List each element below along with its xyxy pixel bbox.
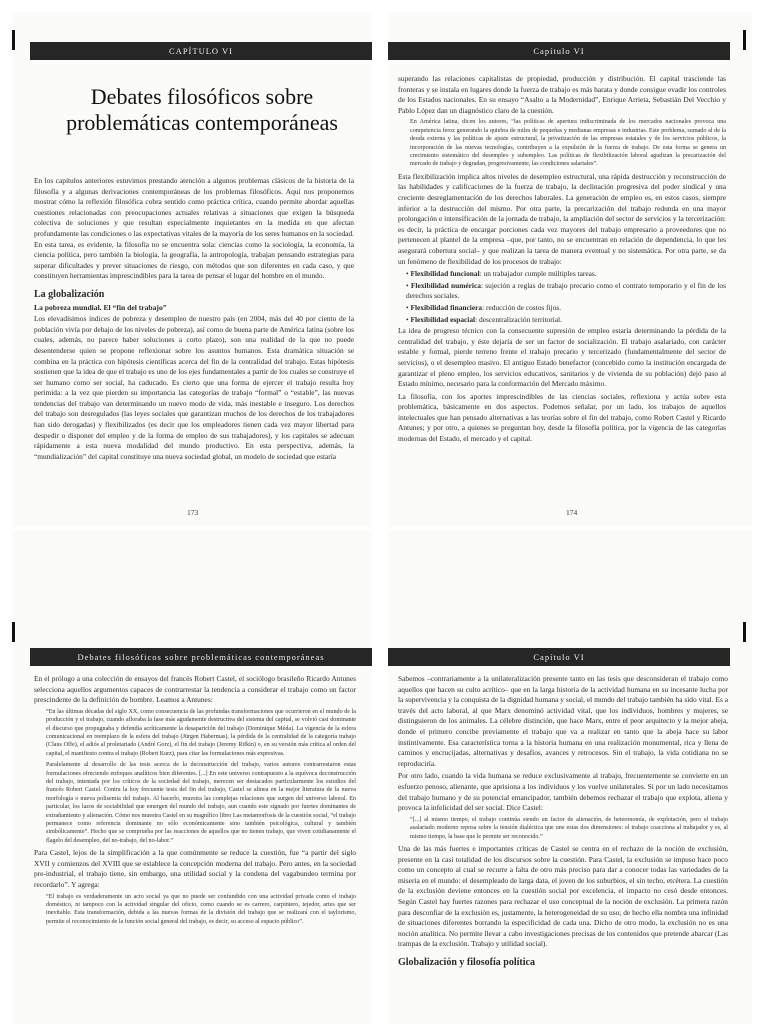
body-text — [398, 674, 728, 970]
crop-mark — [12, 622, 15, 642]
running-header: CAPÍTULO VI — [30, 42, 372, 60]
crop-mark — [12, 30, 15, 50]
bullet-text: : un trabajador cumple múltiples tareas. — [479, 269, 597, 279]
body-paragraph: Sabemos –contrariamente a la unilateralización presente tanto en las tesis que desconsideran el trabajo como aquellos que hacen su culto acrítico– que en la larga historia de la actividad humana en su incesante lucha por la supervivencia y la conquista de la dignidad humana y social, el mundo del trabajo también ha sido vital. Es a través del acto laboral, al que Marx denominó actividad vital, que los individuos, hombres y mujeres, se distinguieron de los animales. La célebre distinción, que hace Marx, entre el peor arquitecto y la mejor abeja, donde el primero concibe previamente el trabajo que va a realizar en tanto que la abeja hace su labor instintivamente. Esa característica torna a la historia humana en una realización monumental, rica y llena de caminos y encrucijadas, alternativas y desafíos, avances y retrocesos. Sin el trabajo, la vida cotidiana no se reproduciría. — [398, 674, 728, 768]
block-quote: En América latina, dicen los autores, “las políticas de apertura indiscriminada de los mercados nacionales provoca una competencia feroz generando la quiebra de miles de pequeñas y medianas empresas e industrias. Este problema, sumado al de la deuda externa y las políticas de ajuste estructural, la privatización de las empresas estatales y de los servicios públicos, la incorporación de las nuevas tecnologías, contribuyen a la expulsión de la fuerza de trabajo. De esta forma se genera un crecimiento sistemático del desempleo y subempleo. Las políticas de flexibilización laboral agudizan la precarización del mercado de trabajo y degradan, progresivamente, las condiciones salariales”. — [410, 119, 726, 168]
page-176 — [388, 530, 752, 1024]
chapter-title — [52, 84, 352, 136]
bullet-text: : reducción de costos fijos. — [482, 302, 562, 312]
chapter-title-line2: problemáticas contemporáneas — [66, 110, 338, 135]
bullet-text: : descentralización territorial. — [475, 314, 562, 324]
block-quote: Paralelamente al desarrollo de las tesis acerca de la deconstrucción del trabajo, varios autores contrarrestaron estas formulaciones ofreciendo enfoques analíticos bien diferentes. [...] En este universo contrapuesto a la equívoca deconstrucción del trabajo, intentada por los críticos de la sociedad del trabajo, merecen ser destacados particularmente los estudios del francés Robert Castel. Contra la hoy frecuente tesis del fin del trabajo, Castel se alinea en la mejor literatura de la nueva morfología o nueva polisemia del trabajo. Al hacerlo, muestra las complejas relaciones que surgen del universo laboral. En particular, los lazos de sociabilidad que emergen del mundo del trabajo, aun cuando este signado por fuertes dominantes de extrañamiento y alienación. Cómo nos muestra Castel en su magnífico libro Las metamorfosis de la cuestión social, “el trabajo permanece como referencia dominante no sólo económicamente sino también psicológica, cultural y también simbólicamente”. Hecho que se comprueba por las reacciones de aquellos que no tienen trabajo, que viven cotidianamente el flagelo del desempleo, del no-trabajo, del no-labor.” — [46, 762, 356, 844]
body-paragraph: Por otro lado, cuando la vida humana se reduce exclusivamente al trabajo, frecuentemente se convierte en un esfuerzo penoso, alienante, que aprisiona a los individuos y los vuelve unilaterales. Si por un lado necesitamos del trabajo humano y de su potencial emancipador, también debemos rechazar el trabajo que explota, aliena y provoca la infelicidad del ser social. Dice Castel: — [398, 771, 728, 813]
bullet-item: • Flexibilidad espacial: descentralización territorial. — [406, 314, 562, 324]
page-174 — [388, 12, 752, 527]
section-heading: Globalización y filosofía política — [398, 956, 535, 968]
bullet-term: Flexibilidad numérica — [410, 280, 481, 290]
running-header: Capítulo VI — [388, 648, 730, 666]
running-header: Debates filosóficos sobre problemáticas contemporáneas — [30, 648, 372, 666]
body-paragraph: Los elevadísimos índices de pobreza y desempleo de nuestro país (en 2004, más del 40 por ciento de la población vivía por debajo de los niveles de pobreza), así como de buena parte de América latina (sobre los cuales, además, no parece haber soluciones a corto plazo), son una realidad de la que no puede desentenderse quien se propone reflexionar sobre los asuntos humanos. Esta dramática situación se combina en la práctica con hipótesis científicas acerca del fin de la centralidad del trabajo. Estas hipótesis sostienen que la idea de que el trabajo es uno de los ejes fundamentales a partir de los cuales se construye el ser humano como ser social, ha caducado. Es cierto que una forma de ejercer el trabajo resulta hoy perimida: a la vez que pierden su importancia las categorías de trabajo “formal” o “estable”, las nuevas tendencias del trabajo van determinando un nuevo modo de vida, más inestable e inseguro. Los derechos del trabajo son desregulados (las leyes sociales que garantizan muchos de los derechos de los trabajadores han sido derogadas) y flexibilizados (es decir que los empleadores tienen cada vez mayor libertad para despedir o disponer del empleo y de la forma de empleo de sus trabajadores), y los capitales se adecuan rápidamente a esta nueva modalidad del mundo productivo. En esta perspectiva, además, la “mundialización” del capital constituye una nueva sociedad global, un modelo de sociedad que estaría — [34, 314, 354, 461]
body-text — [34, 176, 354, 464]
body-paragraph: Para Castel, lejos de la simplificación a la que comúnmente se reduce la cuestión, fue “a partir del siglo XVII y comienzos del XVIII que se establece la concepción moderna del trabajo. Pero antes, en la sociedad pre-industrial, el trabajo tiene, sin embargo, una utilidad social y la condena del vagabundeo termina por recordarlo”. Y agrega: — [34, 848, 356, 890]
block-quote: “El trabajo es verdaderamente un acto social ya que no puede ser confundido con una actividad privada como el trabajo doméstico, ni tampoco con la actividad singular del oficio, como cuando se es carrero, carpintero, tejedor, artes que ser inevitable. Esta transformación, debida a las nuevas formas de la división del trabajo que se realizará con el taylorismo, permite el reconocimiento de la función social general del trabajo, es decir, su acceso al espacio público”. — [46, 893, 356, 925]
page-173 — [12, 12, 372, 527]
crop-mark — [743, 622, 746, 642]
bullet-item: • Flexibilidad funcional: un trabajador cumple múltiples tareas. — [406, 269, 597, 279]
page-number: 174 — [566, 508, 578, 517]
chapter-title-line1: Debates filosóficos sobre — [90, 84, 314, 109]
body-paragraph: Una de las más fuertes e importantes críticas de Castel se centra en el rechazo de la noción de exclusión, presente en la casi totalidad de los discursos sobre la cuestión. Para Castel, la exclusión se impuso hace poco como un concepto al cual se recurre a falta de otro más preciso para dar a conocer todas las variedades de la miseria en el mundo: el desempleado de larga data, el joven de los suburbios, el sin techo, etcétera. La cuestión de la exclusión deviene entonces en la cuestión social por excelencia, el impacto no cesó desde entonces. Según Castel hay fuertes razones para rechazar el uso conceptual de la noción de exclusión. La primera razón para desconfiar de la exclusión es, justamente, la heterogeneidad de su uso; de hecho ella nombra una infinidad de situaciones diferentes borrando la especificidad de cada una. Dicho de otro modo, la exclusión no es una noción analítica. No permite llevar a cabo investigaciones precisas de los contenidos que pretende abarcar (Las trampas de la exclusión. Trabajo y utilidad social). — [398, 843, 728, 949]
bullet-term: Flexibilidad funcional — [410, 269, 480, 279]
body-paragraph: Esta flexibilización implica altos niveles de desempleo estructural, una rápida destrucción y reconstrucción de las habilidades y calificaciones de la fuerza de trabajo, la declinación progresiva del poder sindical y una creciente desreglamentación de los derechos laborales. La generación de empleo es, en estos casos, siempre inferior a la destrucción del mismo. Por otra parte, la precarización del trabajo redunda en una mayor prolongación e intensificación de la jornada de trabajo, la ampliación del sector de servicios y la tercerización: es decir, la práctica de encargar porciones cada vez mayores del trabajo empresario a proveedores que no pertenecen al plantel de la empresa –que, por tanto, no se encuentran en relación de dependencia, lo que les asegurará cobertura social– y que realizan la tarea de manera eventual y no sistemática. Por otra parte, se da un fenómeno de flexibilidad de los procesos de trabajo: — [398, 171, 726, 266]
crop-mark — [743, 30, 746, 50]
body-paragraph: La idea de progreso técnico con la consecuente supresión de empleo estaría determinando la pérdida de la centralidad del trabajo, y éste dejaría de ser un factor de socialización. El trabajo asalariado, con carácter estable y formal, pierde terreno frente el trabajo precario y tercerizado (fundamentalmente del sector de servicios), o el desempleo masivo. El antiguo Estado benefactor (concebido como la institución encargada de garantizar el pleno empleo, los servicios educativos, sanitarios y de vivienda de su población) dejó paso al Estado mínimo, necesario para la conformación del Mercado máximo. — [398, 326, 726, 389]
subsection-heading: La pobreza mundial. El “fin del trabajo” — [34, 302, 167, 312]
running-header: Capítulo VI — [388, 42, 730, 60]
body-paragraph: superando las relaciones capitalistas de propiedad, producción y distribución. El capital trasciende las fronteras y se instala en lugares donde la fuerza de trabajo es más barata y donde consigue evadir los controles de los Estados nacionales. En su ensayo “Asalto a la Modernidad”, Enrique Arrieta, Sebastián Del Vecchio y Pablo López dan un diagnóstico claro de la cuestión. — [398, 74, 726, 115]
body-text — [34, 674, 356, 929]
body-paragraph: En el prólogo a una colección de ensayos del francés Robert Castel, el sociólogo brasileño Ricardo Antunes selecciona aquellos argumentos capaces de contrarrestar la tendencia a considerar el trabajo como un factor prescindente de la definición de hombre. Leamos a Antunes: — [34, 674, 356, 705]
body-paragraph: La filosofía, con los aportes imprescindibles de las ciencias sociales, reflexiona y actúa sobre esta problemática, básicamente en dos aspectos. Podemos señalar, por un lado, los trabajos de aquellos intelectuales que han pensado alternativas a las teorías sobre el fin del trabajo, como Robert Castel y Ricardo Antunes; y por otro, a quienes se preguntan hoy, desde la filosofía política, por la vigencia de las categorías modernas del Estado, el mercado y el capital. — [398, 391, 726, 444]
page-number: 173 — [187, 508, 199, 517]
bullet-item: • Flexibilidad financiera: reducción de costos fijos. — [406, 302, 562, 312]
page-175 — [12, 530, 372, 1024]
bullet-term: Flexibilidad financiera — [410, 302, 483, 312]
block-quote: “En las últimas décadas del siglo XX, como consecuencia de las profundas transformaciones que ocurrieron en el mundo de la producción y el trabajo, cuando afloraba la fase más agudamente destructiva del sistema del capital, se volvió casi dominante el discurso que propugnaba y defendía acríticamente la desaparición del trabajo (Dominique Méda). La vigencia de la esfera comunicacional en reemplazo de la esfera del trabajo (Jürgen Habermas), la pérdida de la centralidad de la categoría trabajo (Claus Offe), el adiós al proletariado (André Gorz), el fin del trabajo (Jeremy Rifkin) o, en su versión más crítica al orden del capital, el manifiesto contra el trabajo (Robert Kurz), para citar las formulaciones más expresivas. — [46, 708, 356, 757]
body-text — [398, 74, 726, 447]
section-heading: La globalización — [34, 288, 105, 300]
bullet-text: : sujeción a reglas de trabajo precario como el contrato temporario y el fin de los derechos sociales. — [406, 280, 726, 301]
intro-paragraph: En los capítulos anteriores estuvimos prestando atención a algunos problemas clásicos de la historia de la filosofía y a algunas derivaciones contemporáneas de los problemas filosóficos. Aquí nos proponemos mostrar cómo la reflexión filosófica cobra sentido como práctica crítica, cuando permite abordar aquellas cuestiones relacionadas con preocupaciones actuales relativas a situaciones que exigen la búsqueda colectiva de soluciones y que resultan especialmente inquietantes en la medida en que afectan profundamente las condiciones o las expectativas vitales de la mayoría de los seres humanos en la sociedad. En esta tarea, es evidente, la filosofía no se encuentra sola: ciencias como la sociología, la economía, la ciencia política, pero también la biología, la geografía, la antropología, trabajan pensando estrategias para superar dificultades y prever situaciones de riesgo, con métodos que son diferentes en cada caso, y que constituyen herramientas imprescindibles para la tarea de pensar el lugar del hombre en el mundo. — [34, 176, 354, 281]
bullet-item: • Flexibilidad numérica: sujeción a reglas de trabajo precario como el contrato temporario y el fin de los derechos sociales. — [406, 280, 726, 301]
block-quote: “[...] al mismo tiempo, el trabajo continúa siendo un factor de alienación, de heteronomía, de explotación, pero el trabajo asalariado moderno reposa sobre la tensión dialéctica que une estas dos dimensiones: el trabajo coacciona al trabajador y es, al mismo tiempo, la base que le permite ser reconocido.” — [410, 816, 728, 840]
bullet-term: Flexibilidad espacial — [410, 314, 476, 324]
